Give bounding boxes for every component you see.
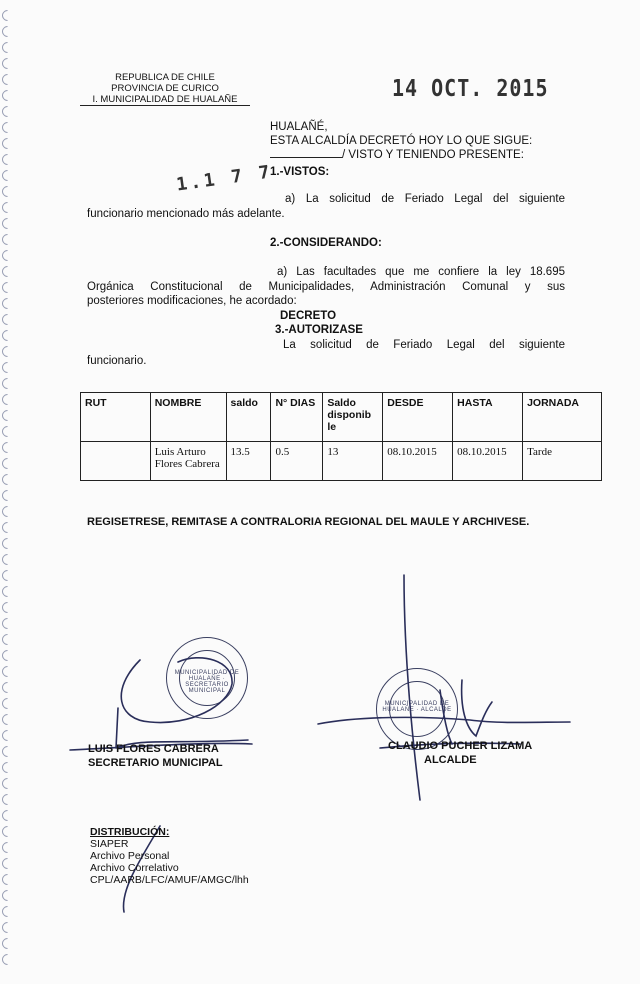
header-desde: DESDE <box>383 393 453 442</box>
left-signatory-name: LUIS FLORES CABRERA <box>88 743 219 755</box>
place-label: HUALAÑÉ, <box>270 121 328 133</box>
header-dias: N° DIAS <box>271 393 323 442</box>
decreto-title: DECRETO <box>280 310 337 322</box>
right-seal-text: MUNICIPALIDAD DE HUALAÑE · ALCALDE <box>382 701 452 713</box>
left-seal-text: MUNICIPALIDAD DE HUALAÑE · SECRETARIO MUNICIPAL <box>174 670 240 694</box>
autorizase-paragraph-2: funcionario. <box>87 355 147 367</box>
header-rut: RUT <box>81 393 151 442</box>
letterhead-municipality: I. MUNICIPALIDAD DE HUALAÑE <box>80 94 250 106</box>
right-signatory-title: ALCALDE <box>424 754 477 766</box>
letterhead-republic: REPUBLICA DE CHILE <box>115 72 215 83</box>
decree-number-stamp: 1.1 7 7 <box>175 161 274 196</box>
cell-dias: 0.5 <box>271 442 323 481</box>
distribution-item: CPL/AARB/LFC/AMUF/AMGC/lhh <box>90 874 249 886</box>
vistos-paragraph-2: funcionario mencionado más adelante. <box>87 208 285 220</box>
vistos-paragraph-1: a) La solicitud de Feriado Legal del siguiente <box>285 193 565 205</box>
distribution-item: SIAPER <box>90 838 129 850</box>
distribution-title: DISTRIBUCIÓN: <box>90 826 170 838</box>
cell-saldo: 13.5 <box>226 442 271 481</box>
cell-disponible: 13 <box>323 442 383 481</box>
autorizase-title: 3.-AUTORIZASE <box>275 324 363 336</box>
considerando-title: 2.-CONSIDERANDO: <box>270 237 382 249</box>
header-saldo-disponible: Saldo disponib le <box>323 393 383 442</box>
cell-nombre: Luis Arturo Flores Cabrera <box>150 442 226 481</box>
date-stamp: 14 OCT. 2015 <box>392 74 549 102</box>
distribution-block <box>90 826 249 886</box>
considerando-paragraph-2: Orgánica Constitucional de Municipalidades, Administración Comunal y sus <box>87 281 565 293</box>
letterhead-province: PROVINCIA DE CURICO <box>111 83 219 94</box>
header-jornada: JORNADA <box>523 393 602 442</box>
header-saldo: saldo <box>226 393 271 442</box>
considerando-paragraph-1: a) Las facultades que me confiere la ley 18.695 <box>277 266 565 278</box>
left-signatory-title: SECRETARIO MUNICIPAL <box>88 757 223 769</box>
distribution-item: Archivo Personal <box>90 850 170 862</box>
distribution-item: Archivo Correlativo <box>90 862 179 874</box>
header-hasta: HASTA <box>453 393 523 442</box>
vistos-title: 1.-VISTOS: <box>270 166 330 178</box>
visto-line: / VISTO Y TENIENDO PRESENTE: <box>270 148 524 162</box>
decreto-line: ESTA ALCALDÍA DECRETÓ HOY LO QUE SIGUE: <box>270 135 533 147</box>
right-signatory-name: CLAUDIO PUCHER LIZAMA <box>388 740 533 752</box>
header-nombre: NOMBRE <box>150 393 226 442</box>
cell-jornada: Tarde <box>523 442 602 481</box>
autorizase-paragraph-1: La solicitud de Feriado Legal del siguiente <box>283 339 565 351</box>
considerando-paragraph-3: posteriores modificaciones, he acordado: <box>87 295 297 307</box>
cell-hasta: 08.10.2015 <box>453 442 523 481</box>
cell-desde: 08.10.2015 <box>383 442 453 481</box>
closing-instruction: REGISETRESE, REMITASE A CONTRALORIA REGIONAL DEL MAULE Y ARCHIVESE. <box>87 516 530 528</box>
